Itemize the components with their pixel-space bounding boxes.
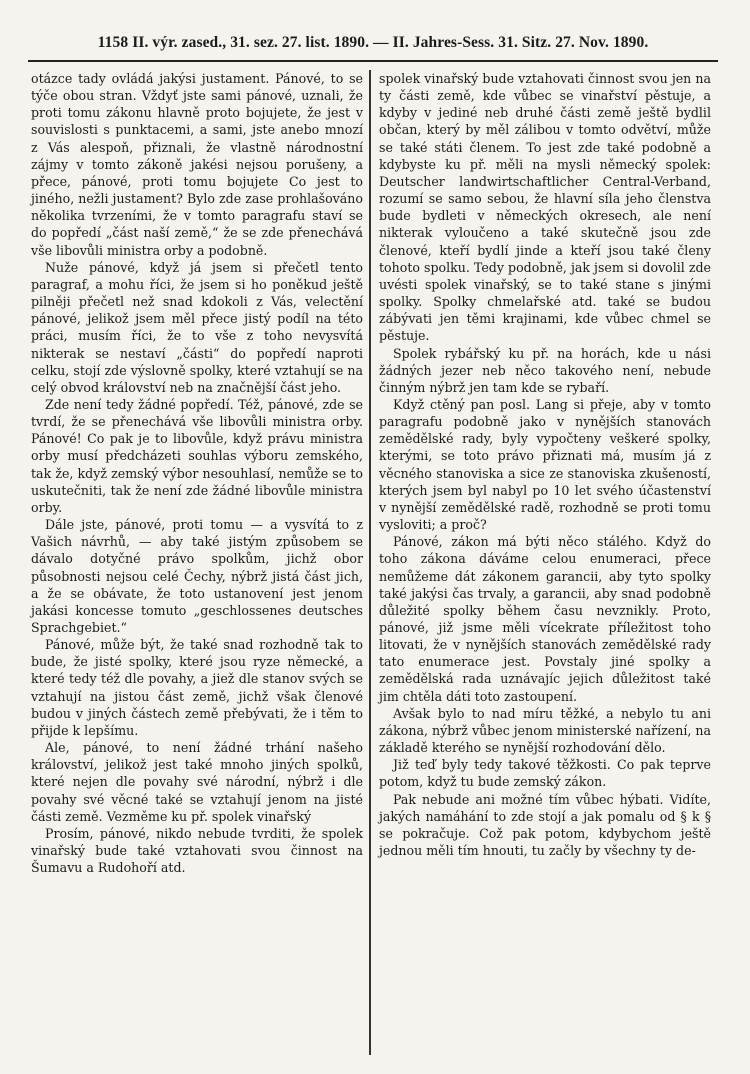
paragraph: spolek vinařský bude vztahovati činnost svou jen na ty části země, kde vůbec se vinařství pěstuje, a kdyby v jediné neb druhé části země ještě bydlil občan, který by měl zálibou v tomto odvětví, může se také státi členem. To jest zde také podobně a kdybyste ku př. měli na mysli německý spolek: Deutscher landwirtschaftlicher Central-Verband, rozumí se samo sebou, že hlavní síla jeho členstva bude bydleti v německých okresech, ale není nikterak vyloučeno a také skutečně jsou zde členové, kteří bydlí jinde a kteří jsou také členy tohoto spolku. Tedy podobně, jak jsem si dovolil zde uvésti spolek vinařský, se to také stane s jinými spolky. Spolky chmelařské atd. také se budou zábývati jen těmi krajinami, kde vůbec chmel se pěstuje. — [379, 71, 711, 344]
left-column — [31, 70, 363, 876]
paragraph: Již teď byly tedy takové těžkosti. Co pak teprve potom, když tu bude zemský zákon. — [379, 757, 711, 790]
paragraph: Prosím, pánové, nikdo nebude tvrditi, že spolek vinařský bude také vztahovati svou činnost na Šumavu a Rudohoří atd. — [31, 825, 363, 876]
paragraph: Zde není tedy žádné popředí. Též, pánové, zde se tvrdí, že se přenechává vše libovůli ministra orby. Pánové! Co pak je to libovůle, když právu ministra orby musí předcházeti souhlas výboru zemského, tak že, když zemský výbor nesouhlasí, nemůže se to uskutečniti, tak že není zde žádné libovůle ministra orby. — [31, 396, 363, 515]
paragraph: Pánové, může být, že také snad rozhodně tak to bude, že jisté spolky, které jsou ryze německé, a které tedy též dle povahy, a jiež dle stanov svých se vztahují na jistou část země, jichž však členové budou v jiných částech země přebývati, že i těm to přijde k lepšímu. — [31, 637, 363, 738]
paragraph: Spolek rybářský ku př. na horách, kde u nási žádných jezer neb něco takového není, nebude činným nýbrž jen tam kde se rybaří. — [379, 345, 711, 395]
paragraph: Když ctěný pan posl. Lang si přeje, aby v tomto paragrafu podobně jako v nynějších stanovách zemědělské rady, byly vypočteny veškeré spolky, kterými, se toto právo přiznati má, musím já z věcného stanoviska a sice ze stanoviska zkušeností, kterých jsem byl nabyl po 10 let svého účastenství v nynější zemědělské radě, rozhodně se proti tomu vysloviti; a proč? — [379, 396, 711, 533]
page-header: 1158 II. výr. zased., 31. sez. 27. list. 1890. — II. Jahres-Sess. 31. Sitz. 27. Nov. 1890. — [97, 34, 649, 51]
paragraph: Ale, pánové, to není žádné trhání našeho království, jelikož jest také mnoho jiných spolků, které nejen dle povahy své národní, nýbrž i dle povahy své věcné také se vztahují jenom na jisté části země. Vezměme ku př. spolek vinařský — [31, 740, 363, 824]
paragraph: Avšak bylo to nad míru těžké, a nebylo tu ani zákona, nýbrž vůbec jenom ministerské nařízení, na základě kterého se nynější rozhodování dělo. — [379, 705, 711, 756]
paragraph: Dále jste, pánové, proti tomu — a vysvítá to z Vašich návrhů, — aby také jistým způsobem se dávalo dotyčné právo spolkům, jichž obor působnosti nejsou celé Čechy, nýbrž jistá část jich, a že se obávate, že toto ustanovení jest jenom jakási koncesse tomuto „geschlossenes deutsches Sprachgebiet.“ — [31, 517, 363, 635]
paragraph: Nuže pánové, když já jsem si přečetl tento paragraf, a mohu říci, že jsem si ho poněkud ještě pilněji přečetl než snad kdokoli z Vás, velectění pánové, jelikož jsem měl přece jistý podíl na této práci, musím říci, že to vše z toho nevysvítá nikterak se nestaví „části“ do popředí naproti celku, stojí zde výslovně spolky, které vztahují se na celý obvod království neb na značnější část jeho. — [31, 259, 363, 395]
paragraph: Pak nebude ani možné tím vůbec hýbati. Vidíte, jakých namáhání to zde stojí a jak pomalu od § k § se pokračuje. Což pak potom, kdybychom ještě jednou měli tím hnouti, tu začly by všechny ty de- — [379, 791, 711, 859]
paragraph: Pánové, zákon má býti něco stálého. Když do toho zákona dáváme celou enumeraci, přece nemůžeme dát zákonem garancii, aby tyto spolky také jakýsi čas trvaly, a garancii, aby snad podobně důležité spolky během času nevznikly. Proto, pánové, již jsme měli vícekrate příležitost toho litovati, že v nynějších stanovách zemědělské rady tato enumerace jest. Povstaly jiné spolky a zemědělská rada uznávajíc jejich důležitost také jim chtěla dáti toto zastoupení. — [379, 534, 711, 704]
right-column — [379, 70, 711, 859]
column-divider — [369, 70, 371, 1055]
newspaper-page — [28, 30, 718, 1060]
header-rule — [28, 60, 718, 62]
paragraph: otázce tady ovládá jakýsi justament. Pánové, to se týče obou stran. Vždyť jste sami pánové, uznali, že proti tomu zákonu hlavně proto bojujete, že jest v souvislosti s punktacemi, a sami, jste anebo mnozí z Vás alespoň, přiznali, že vlastně národnostní zájmy v tomto zákoně jakési nejsou porušeny, a přece, pánové, proti tomu bojujete Co jest to jiného, nežli justament? Bylo zde zase prohlašováno několika tvrzeními, že v tomto paragrafu staví se do popředí „část naší země,“ že se zde přenechává vše libovůli ministra orby a podobně. — [31, 71, 363, 258]
